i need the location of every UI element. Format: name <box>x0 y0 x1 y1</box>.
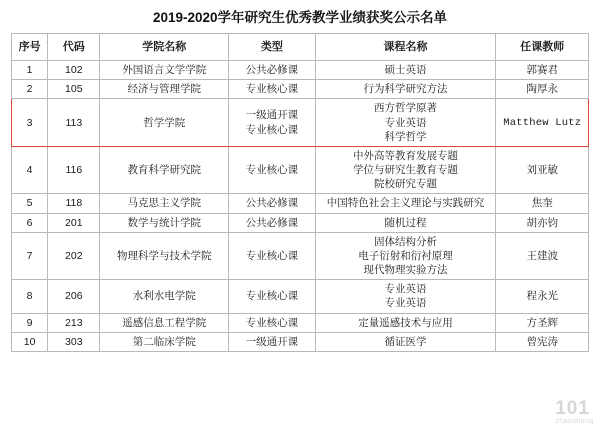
cell-no: 6 <box>12 213 48 232</box>
cell-teacher <box>496 280 589 313</box>
cell-code: 201 <box>48 213 100 232</box>
cell-code: 303 <box>48 332 100 351</box>
column-header-course: 课程名称 <box>315 34 496 61</box>
table-row <box>12 146 589 194</box>
table-row <box>12 61 589 80</box>
cell-type <box>229 280 315 313</box>
column-header-code: 代码 <box>48 34 100 61</box>
cell-college <box>100 280 229 313</box>
cell-teacher-line: 陶厚永 <box>526 83 558 96</box>
cell-no: 3 <box>12 99 48 147</box>
cell-no: 4 <box>12 146 48 194</box>
table-body <box>12 61 589 352</box>
table-row <box>12 80 589 99</box>
cell-code: 118 <box>48 194 100 213</box>
cell-teacher <box>496 99 589 147</box>
cell-teacher-line: 胡亦钧 <box>526 216 558 229</box>
cell-type-line: 公共必修课 <box>245 216 299 229</box>
cell-college <box>100 80 229 99</box>
cell-type-line: 专业核心课 <box>245 83 299 96</box>
cell-college-line: 教育科学研究院 <box>127 164 202 177</box>
cell-course <box>315 313 496 332</box>
cell-no: 1 <box>12 61 48 80</box>
cell-college <box>100 313 229 332</box>
cell-teacher-line: 郭赛君 <box>526 64 558 76</box>
cell-type-line: 一级通开课 <box>245 109 299 122</box>
cell-course-line: 电子衍射和衍衬原理 <box>358 249 453 262</box>
cell-teacher <box>496 146 589 194</box>
cell-course-line: 西方哲学原著 <box>374 102 438 115</box>
cell-type <box>229 146 315 194</box>
cell-type-line: 公共必修课 <box>245 64 299 76</box>
cell-college-line: 水利水电学院 <box>132 290 196 303</box>
column-header-teacher: 任课教师 <box>496 34 589 61</box>
cell-course-line: 中外高等教育发展专题 <box>353 149 459 162</box>
cell-teacher-line: 方圣辉 <box>526 316 558 329</box>
cell-code: 113 <box>48 99 100 147</box>
cell-no: 7 <box>12 232 48 280</box>
cell-course-line: 科学哲学 <box>384 130 427 143</box>
cell-teacher <box>496 194 589 213</box>
cell-course-line: 专业英语 <box>384 283 427 296</box>
column-header-college: 学院名称 <box>100 34 229 61</box>
cell-college <box>100 213 229 232</box>
cell-course <box>315 332 496 351</box>
cell-code: 213 <box>48 313 100 332</box>
cell-no: 10 <box>12 332 48 351</box>
watermark <box>555 398 594 425</box>
table-row <box>12 313 589 332</box>
cell-type-line: 专业核心课 <box>245 316 299 329</box>
cell-no: 8 <box>12 280 48 313</box>
cell-course-line: 中国特色社会主义理论与实践研究 <box>326 197 485 210</box>
cell-course-line: 学位与研究生教育专题 <box>353 164 459 177</box>
table-row <box>12 213 589 232</box>
cell-course <box>315 280 496 313</box>
cell-college <box>100 194 229 213</box>
watermark-subtext: zhaosheng <box>555 418 594 425</box>
cell-course <box>315 99 496 147</box>
cell-teacher-line: 刘亚敏 <box>526 164 558 177</box>
cell-course-line: 现代物理实验方法 <box>363 264 448 277</box>
cell-type <box>229 332 315 351</box>
cell-course-line: 专业英语 <box>384 297 427 310</box>
cell-college-line: 遥感信息工程学院 <box>122 316 207 329</box>
cell-course-line: 定量遥感技术与应用 <box>358 316 453 329</box>
cell-college-line: 数学与统计学院 <box>127 216 202 229</box>
cell-college-line: 物理科学与技术学院 <box>117 249 212 262</box>
cell-course <box>315 232 496 280</box>
cell-course <box>315 61 496 80</box>
cell-teacher <box>496 232 589 280</box>
cell-code: 116 <box>48 146 100 194</box>
cell-course-line: 行为科学研究方法 <box>363 83 448 96</box>
cell-course-line: 随机过程 <box>384 216 427 229</box>
table-row <box>12 194 589 213</box>
table-row <box>12 99 589 147</box>
cell-teacher <box>496 332 589 351</box>
cell-course-line: 院校研究专题 <box>374 178 438 191</box>
cell-course <box>315 80 496 99</box>
cell-type <box>229 80 315 99</box>
cell-college-line: 经济与管理学院 <box>127 83 202 96</box>
cell-type-line: 专业核心课 <box>245 290 299 303</box>
cell-course-line: 专业英语 <box>384 116 427 129</box>
cell-no: 5 <box>12 194 48 213</box>
cell-no: 2 <box>12 80 48 99</box>
cell-course-line: 固体结构分析 <box>374 235 438 248</box>
cell-college <box>100 332 229 351</box>
watermark-text: 101 <box>555 398 590 419</box>
cell-code: 206 <box>48 280 100 313</box>
cell-college-line: 马克思主义学院 <box>127 197 202 210</box>
cell-teacher <box>496 80 589 99</box>
cell-teacher-line: 王建波 <box>526 249 558 262</box>
cell-college <box>100 232 229 280</box>
cell-course <box>315 146 496 194</box>
column-header-type: 类型 <box>229 34 315 61</box>
table-row <box>12 280 589 313</box>
cell-teacher-line: 焦奎 <box>531 197 553 210</box>
cell-no: 9 <box>12 313 48 332</box>
cell-college <box>100 61 229 80</box>
cell-teacher <box>496 61 589 80</box>
cell-type-line: 专业核心课 <box>245 164 299 177</box>
cell-type-line: 专业核心课 <box>245 123 299 136</box>
cell-college-line: 哲学学院 <box>143 116 186 129</box>
cell-teacher <box>496 213 589 232</box>
cell-course <box>315 194 496 213</box>
cell-teacher-line: 曾宪涛 <box>526 335 558 348</box>
cell-teacher-line: 程永光 <box>526 290 558 303</box>
cell-type <box>229 194 315 213</box>
cell-teacher <box>496 313 589 332</box>
cell-code: 202 <box>48 232 100 280</box>
cell-type-line: 一级通开课 <box>245 335 299 348</box>
cell-type <box>229 99 315 147</box>
cell-type <box>229 213 315 232</box>
cell-type <box>229 232 315 280</box>
cell-course <box>315 213 496 232</box>
table-row <box>12 232 589 280</box>
cell-type-line: 公共必修课 <box>245 197 299 210</box>
cell-course-line: 硕士英语 <box>384 64 427 76</box>
cell-college-line: 第二临床学院 <box>132 335 196 348</box>
cell-type <box>229 313 315 332</box>
cell-course-line: 循证医学 <box>384 335 427 348</box>
cell-code: 102 <box>48 61 100 80</box>
award-list-table <box>11 33 589 352</box>
cell-college <box>100 99 229 147</box>
cell-teacher-line: Matthew Lutz <box>503 116 582 129</box>
cell-type <box>229 61 315 80</box>
table-row <box>12 332 589 351</box>
cell-college-line: 外国语言文学学院 <box>122 64 207 76</box>
cell-college <box>100 146 229 194</box>
column-header-no: 序号 <box>12 34 48 61</box>
table-header-row <box>12 34 589 61</box>
cell-code: 105 <box>48 80 100 99</box>
page-title: 2019-2020学年研究生优秀教学业绩获奖公示名单 <box>152 10 448 25</box>
cell-type-line: 专业核心课 <box>245 249 299 262</box>
